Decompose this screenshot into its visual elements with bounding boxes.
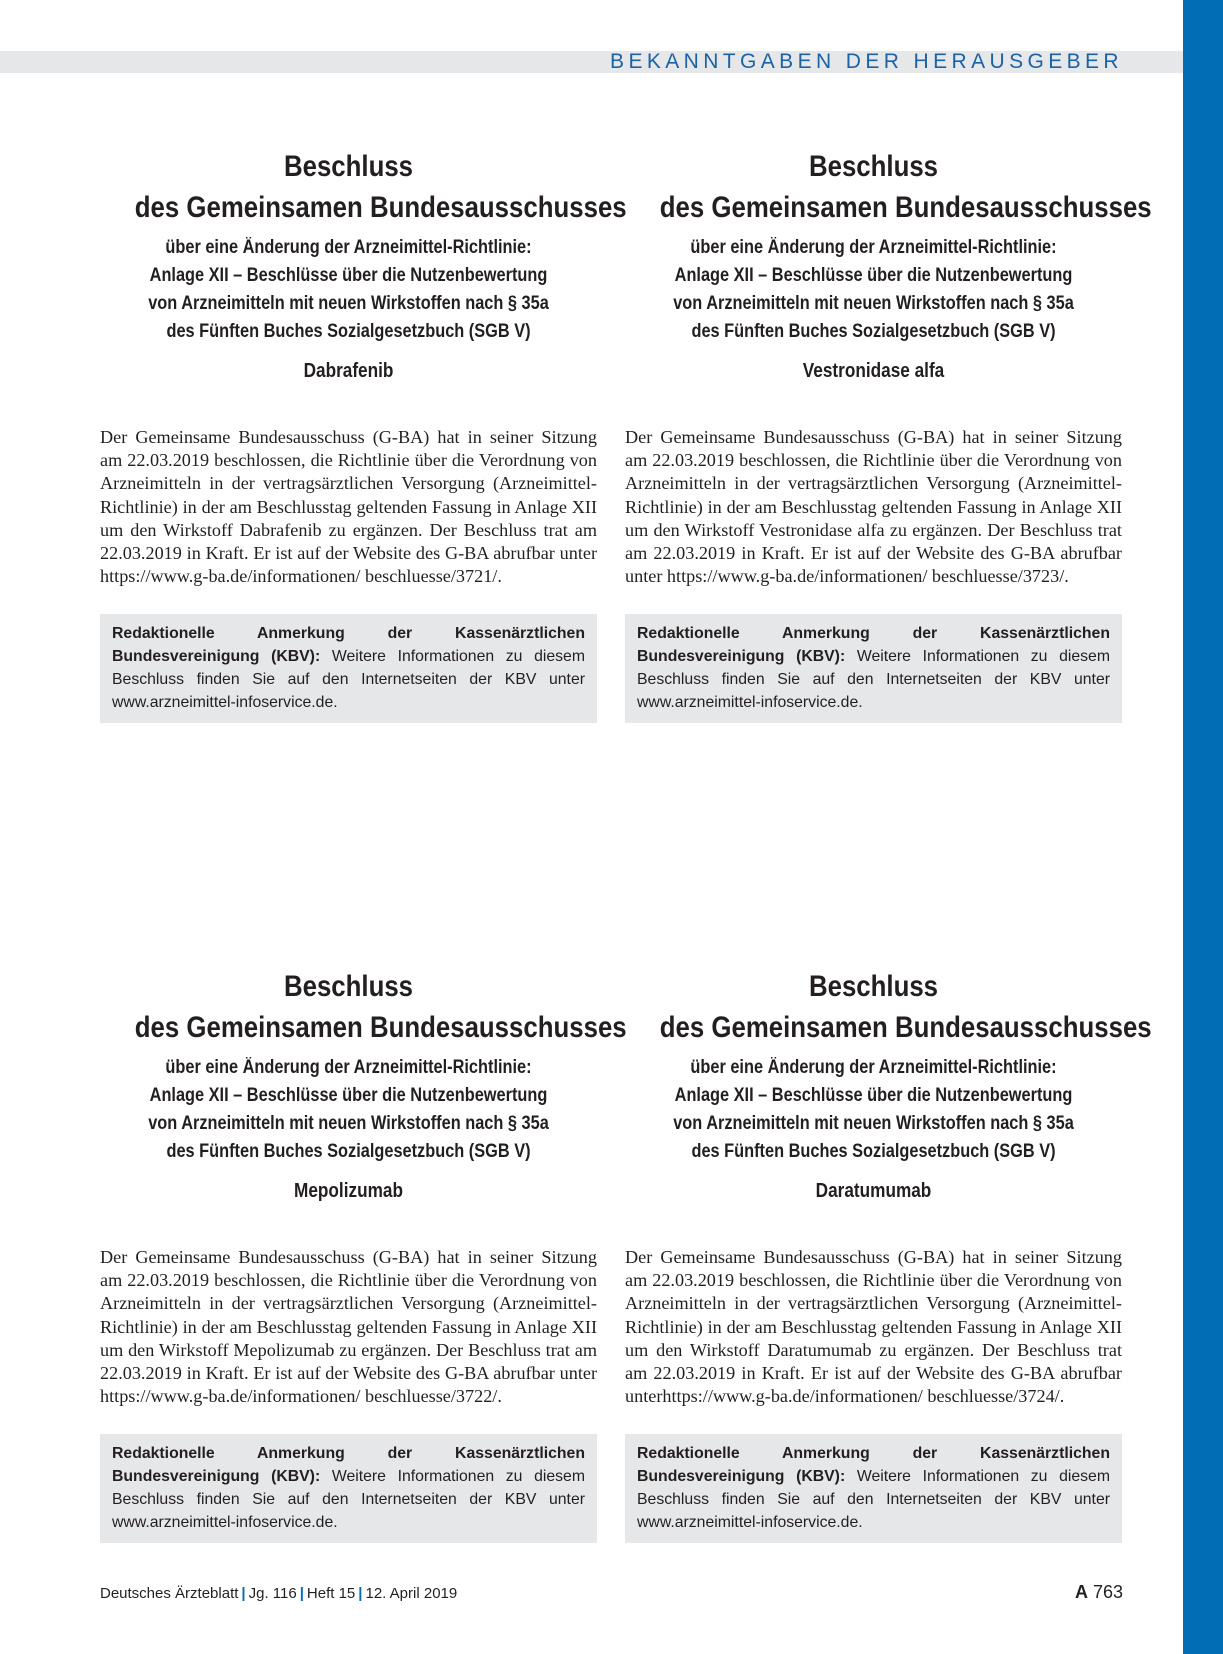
- editorial-note: [100, 1434, 597, 1543]
- note-heading: Redaktionelle Anmerkung der Kassenärztlichen Bundesvereinigung (KBV):: [112, 1445, 585, 1486]
- article-subtitle: [660, 234, 1087, 346]
- article-mepolizumab: [100, 966, 627, 1543]
- subtitle-line: über eine Änderung der Arzneimittel-Richtlinie:: [690, 237, 1057, 258]
- footer-citation: [100, 1584, 457, 1604]
- side-accent-bar: [1183, 0, 1223, 1654]
- article-subtitle: [135, 1054, 562, 1166]
- article-title-line1: Beschluss: [283, 970, 414, 1003]
- article-subtitle: [135, 234, 562, 346]
- note-heading: Redaktionelle Anmerkung der Kassenärztlichen Bundesvereinigung (KBV):: [112, 625, 585, 666]
- page-prefix: A: [1074, 1582, 1088, 1602]
- subtitle-line: Anlage XII – Beschlüsse über die Nutzenbewertung: [674, 265, 1073, 286]
- footer-separator: |: [358, 1585, 363, 1602]
- drug-name: Daratumumab: [815, 1180, 932, 1202]
- subtitle-line: über eine Änderung der Arzneimittel-Richtlinie:: [690, 1057, 1057, 1078]
- article-title-line1: Beschluss: [808, 150, 939, 183]
- subtitle-line: von Arzneimitteln mit neuen Wirkstoffen nach § 35a: [673, 293, 1074, 314]
- article-body: Der Gemeinsame Bundesausschuss (G-BA) hat in seiner Sitzung am 22.03.2019 beschlossen, die Richtlinie über die Verordnung von Arzneimitteln in der vertragsärztlichen Versorgung (Arzneimittel-Richtlinie) in der am Beschlusstag geltenden Fassung in Anlage XII um den Wirkstoff Daratumumab zu ergänzen. Der Beschluss trat am 22.03.2019 in Kraft. Er ist auf der Website des G-BA abrufbar unterhttps://www.g-ba.de/informationen/ beschluesse/3724/.: [625, 1247, 1122, 1407]
- article-title-line2: des Gemeinsamen Bundesausschusses: [134, 1011, 627, 1044]
- note-text: Weitere Informationen zu diesem Beschluss finden Sie auf den Internetseiten der KBV unter www.arzneimittel-infoservice.de.: [112, 648, 585, 712]
- article-title-line2: des Gemeinsamen Bundesausschusses: [659, 1011, 1152, 1044]
- footer-date: 12. April 2019: [365, 1585, 458, 1602]
- note-text: Weitere Informationen zu diesem Beschluss finden Sie auf den Internetseiten der KBV unter www.arzneimittel-infoservice.de.: [637, 1468, 1110, 1532]
- drug-name: Vestronidase alfa: [802, 360, 945, 382]
- article-daratumumab: [625, 966, 1152, 1543]
- article-title-line1: Beschluss: [808, 970, 939, 1003]
- editorial-note: [625, 614, 1122, 723]
- footer-journal: Deutsches Ärzteblatt: [100, 1585, 239, 1602]
- drug-name: Mepolizumab: [294, 1180, 403, 1202]
- subtitle-line: des Fünften Buches Sozialgesetzbuch (SGB V): [691, 1141, 1056, 1162]
- article-body: Der Gemeinsame Bundesausschuss (G-BA) hat in seiner Sitzung am 22.03.2019 beschlossen, die Richtlinie über die Verordnung von Arzneimitteln in der vertragsärztlichen Versorgung (Arzneimittel-Richtlinie) in der am Beschlusstag geltenden Fassung in Anlage XII um den Wirkstoff Vestronidase alfa zu ergänzen. Der Beschluss trat am 22.03.2019 in Kraft. Er ist auf der Website des G-BA abrufbar unter https://www.g-ba.de/informationen/ beschluesse/3723/.: [625, 427, 1122, 587]
- article-body: Der Gemeinsame Bundesausschuss (G-BA) hat in seiner Sitzung am 22.03.2019 beschlossen, die Richtlinie über die Verordnung von Arzneimitteln in der vertragsärztlichen Versorgung (Arzneimittel-Richtlinie) in der am Beschlusstag geltenden Fassung in Anlage XII um den Wirkstoff Mepolizumab zu ergänzen. Der Beschluss trat am 22.03.2019 in Kraft. Er ist auf der Website des G-BA abrufbar unter https://www.g-ba.de/informationen/ beschluesse/3722/.: [100, 1247, 597, 1407]
- footer-separator: |: [299, 1585, 304, 1602]
- article-title-line2: des Gemeinsamen Bundesausschusses: [134, 191, 627, 224]
- editorial-note: [100, 614, 597, 723]
- note-text: Weitere Informationen zu diesem Beschluss finden Sie auf den Internetseiten der KBV unter www.arzneimittel-infoservice.de.: [112, 1468, 585, 1532]
- note-text: Weitere Informationen zu diesem Beschluss finden Sie auf den Internetseiten der KBV unter www.arzneimittel-infoservice.de.: [637, 648, 1110, 712]
- subtitle-line: Anlage XII – Beschlüsse über die Nutzenbewertung: [674, 1085, 1073, 1106]
- footer-volume: Jg. 116: [248, 1585, 297, 1602]
- subtitle-line: des Fünften Buches Sozialgesetzbuch (SGB V): [691, 321, 1056, 342]
- article-subtitle: [660, 1054, 1087, 1166]
- subtitle-line: Anlage XII – Beschlüsse über die Nutzenbewertung: [149, 265, 548, 286]
- article-dabrafenib: [100, 146, 627, 723]
- footer-issue: Heft 15: [306, 1585, 356, 1602]
- note-heading: Redaktionelle Anmerkung der Kassenärztlichen Bundesvereinigung (KBV):: [637, 1445, 1110, 1486]
- footer-separator: |: [241, 1585, 246, 1602]
- subtitle-line: Anlage XII – Beschlüsse über die Nutzenbewertung: [149, 1085, 548, 1106]
- section-title: BEKANNTGABEN DER HERAUSGEBER: [610, 50, 1123, 73]
- article-body: Der Gemeinsame Bundesausschuss (G-BA) hat in seiner Sitzung am 22.03.2019 beschlossen, die Richtlinie über die Verordnung von Arzneimitteln in der vertragsärztlichen Versorgung (Arzneimittel-Richtlinie) in der am Beschlusstag geltenden Fassung in Anlage XII um den Wirkstoff Dabrafenib zu ergänzen. Der Beschluss trat am 22.03.2019 in Kraft. Er ist auf der Website des G-BA abrufbar unter https://www.g-ba.de/informationen/ beschluesse/3721/.: [100, 427, 597, 587]
- page-number-value: 763: [1092, 1582, 1123, 1602]
- article-title-line2: des Gemeinsamen Bundesausschusses: [659, 191, 1152, 224]
- subtitle-line: von Arzneimitteln mit neuen Wirkstoffen nach § 35a: [148, 293, 549, 314]
- subtitle-line: des Fünften Buches Sozialgesetzbuch (SGB V): [166, 1141, 531, 1162]
- editorial-note: [625, 1434, 1122, 1543]
- subtitle-line: von Arzneimitteln mit neuen Wirkstoffen nach § 35a: [673, 1113, 1074, 1134]
- note-heading: Redaktionelle Anmerkung der Kassenärztlichen Bundesvereinigung (KBV):: [637, 625, 1110, 666]
- article-title-line1: Beschluss: [283, 150, 414, 183]
- subtitle-line: von Arzneimitteln mit neuen Wirkstoffen nach § 35a: [148, 1113, 549, 1134]
- page-number: [1075, 1580, 1123, 1604]
- subtitle-line: des Fünften Buches Sozialgesetzbuch (SGB V): [166, 321, 531, 342]
- subtitle-line: über eine Änderung der Arzneimittel-Richtlinie:: [165, 237, 532, 258]
- subtitle-line: über eine Änderung der Arzneimittel-Richtlinie:: [165, 1057, 532, 1078]
- drug-name: Dabrafenib: [303, 360, 394, 382]
- article-vestronidase-alfa: [625, 146, 1152, 723]
